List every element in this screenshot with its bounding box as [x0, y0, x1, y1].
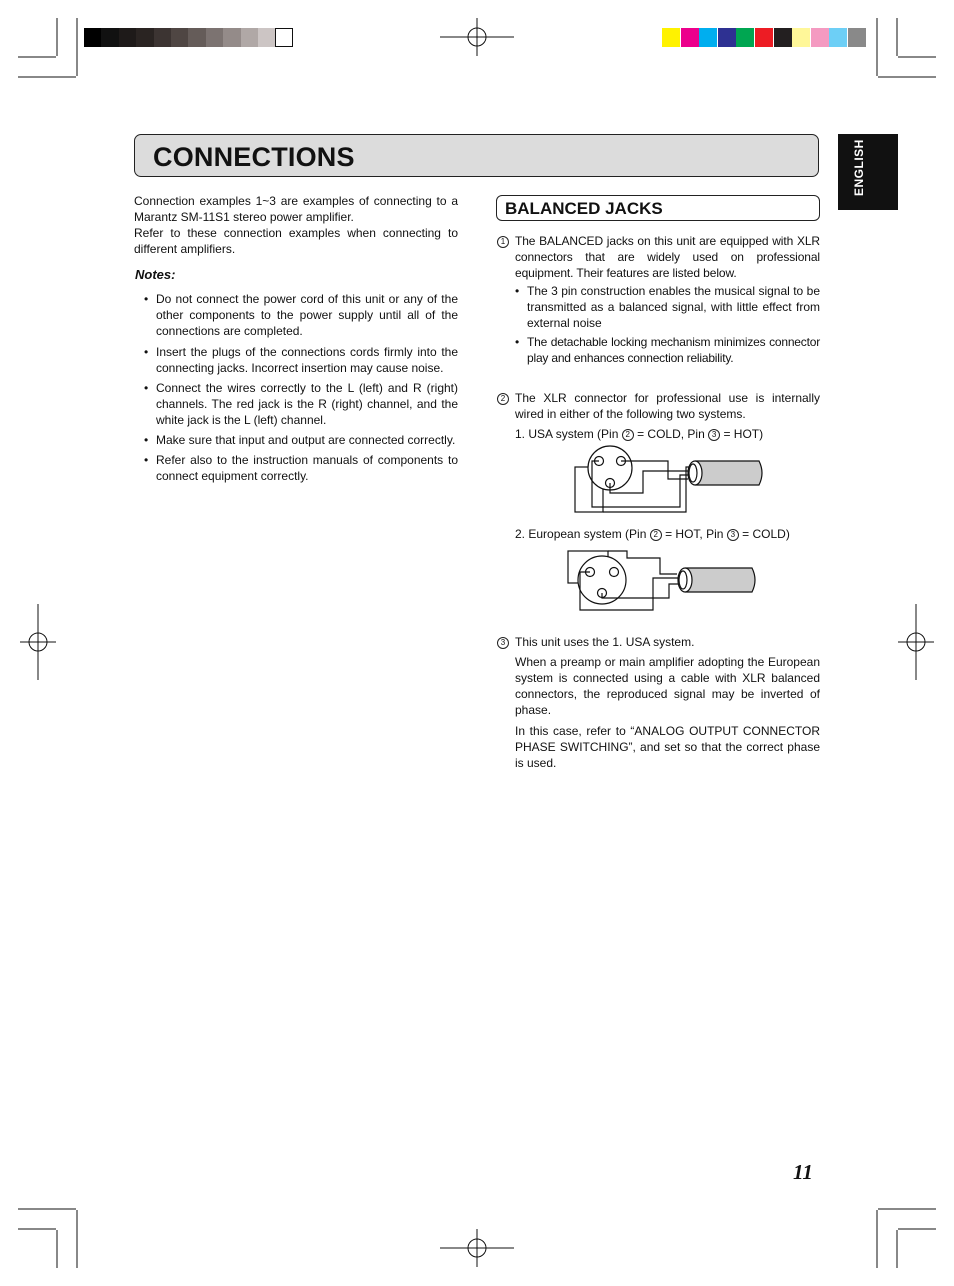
- color-swatch: [811, 28, 829, 47]
- bullet-dot-icon: •: [144, 381, 149, 395]
- grayscale-swatch: [101, 28, 119, 47]
- usa-system-caption: 1. USA system (Pin 2 = COLD, Pin 3 = HOT): [515, 427, 764, 441]
- intro-line-4: different amplifiers.: [134, 242, 236, 256]
- color-swatch: [848, 28, 866, 47]
- grayscale-swatch: [258, 28, 276, 47]
- intro-line-1: Connection examples 1~3 are examples of connecting to a: [134, 194, 458, 208]
- bullet-dot-icon: •: [144, 433, 149, 447]
- page-title: CONNECTIONS: [153, 142, 355, 172]
- color-swatch: [662, 28, 680, 47]
- intro-paragraph: [134, 193, 458, 257]
- usa-xlr-wiring-diagram: [570, 445, 770, 515]
- bullet-dot-icon: •: [144, 453, 149, 467]
- color-swatch: [718, 28, 736, 47]
- grayscale-swatch: [223, 28, 241, 47]
- color-swatch: [736, 28, 754, 47]
- language-tab: [838, 134, 898, 210]
- color-swatch: [699, 28, 717, 47]
- grayscale-swatch: [206, 28, 224, 47]
- grayscale-swatch: [241, 28, 259, 47]
- page-number: 11: [793, 1160, 813, 1184]
- balanced-item-3-paragraph-2: When a preamp or main amplifier adopting the European system is connected using a cable with XLR balanced connectors, the reproduced signal may be inverted of phase.: [515, 655, 820, 717]
- bullet-dot-icon: •: [515, 335, 520, 349]
- notes-heading: Notes:: [135, 267, 176, 282]
- language-tab-label: ENGLISH: [852, 139, 866, 196]
- bullet-dot-icon: •: [515, 284, 520, 298]
- color-swatch: [681, 28, 699, 47]
- european-system-caption: 2. European system (Pin 2 = HOT, Pin 3 = COLD): [515, 527, 790, 541]
- european-xlr-wiring-diagram: [565, 548, 765, 618]
- balanced-item-3-text: This unit uses the 1. USA system.: [515, 635, 695, 649]
- section-heading: BALANCED JACKS: [505, 199, 663, 218]
- color-swatch: [774, 28, 792, 47]
- grayscale-swatch: [154, 28, 172, 47]
- bullet-dot-icon: •: [144, 292, 149, 306]
- grayscale-swatch: [136, 28, 154, 47]
- item-marker-2: 2: [497, 390, 509, 406]
- color-swatch: [829, 28, 847, 47]
- balanced-item-3-paragraph-3: In this case, refer to “ANALOG OUTPUT CONNECTOR PHASE SWITCHING”, and set so that the correct phase is used.: [515, 724, 820, 770]
- item-marker-3: 3: [497, 634, 509, 650]
- bullet-dot-icon: •: [144, 345, 149, 359]
- section-heading-box: [496, 195, 820, 221]
- grayscale-swatch: [275, 28, 293, 47]
- balanced-item-1-text: The BALANCED jacks on this unit are equipped with XLR connectors that are widely used on professional equipment. Their features are listed below.: [515, 234, 820, 280]
- intro-line-3: Refer to these connection examples when connecting to: [134, 226, 458, 240]
- color-swatch: [792, 28, 810, 47]
- intro-line-2: Marantz SM-11S1 stereo power amplifier.: [134, 210, 354, 224]
- grayscale-swatch: [119, 28, 137, 47]
- grayscale-swatch: [84, 28, 102, 47]
- grayscale-swatch: [171, 28, 189, 47]
- item-marker-1: 1: [497, 233, 509, 249]
- balanced-item-2-text: The XLR connector for professional use is internally wired in either of the following two systems.: [515, 391, 820, 421]
- page-title-banner: [134, 134, 819, 177]
- color-swatch: [755, 28, 773, 47]
- grayscale-swatch: [188, 28, 206, 47]
